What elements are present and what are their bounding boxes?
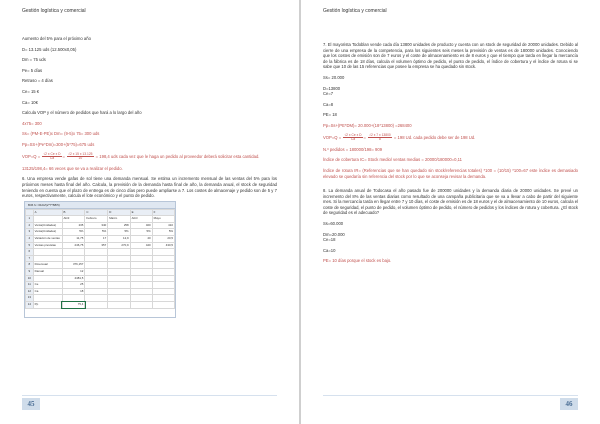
cell: 340 bbox=[85, 222, 108, 229]
cell: Mayo bbox=[152, 216, 174, 223]
table-row bbox=[26, 275, 175, 282]
page-header: Gestión logística y comercial bbox=[323, 8, 387, 14]
answer-line: Pp=SS+(Pe*Dm)=300+(5*75)=675 uds bbox=[22, 141, 95, 147]
vop-prefix: VOP=Q = bbox=[323, 134, 342, 140]
cell bbox=[152, 288, 174, 295]
cell bbox=[130, 282, 152, 289]
row-number: 13 bbox=[26, 295, 34, 302]
cell bbox=[108, 249, 130, 256]
cell: 20,5 bbox=[152, 236, 174, 243]
cell: Pp bbox=[33, 302, 62, 309]
cell bbox=[33, 295, 62, 302]
cell bbox=[62, 295, 85, 302]
row-number: 5 bbox=[26, 242, 34, 249]
column-header: C bbox=[85, 209, 108, 216]
cell: Ca bbox=[33, 288, 62, 295]
cell bbox=[130, 275, 152, 282]
cell: 20 bbox=[130, 236, 152, 243]
text-line: Ss= 20.000 bbox=[323, 74, 345, 80]
cell bbox=[85, 275, 108, 282]
cell bbox=[152, 269, 174, 276]
cell: 5% bbox=[62, 229, 85, 236]
cell: Abril bbox=[62, 216, 85, 223]
table-row bbox=[26, 295, 175, 302]
cell: 5% bbox=[130, 229, 152, 236]
answer-line: Índice de cobertura IC= Stock medio/ ventas medias = 20000/180000=0,11 bbox=[323, 157, 463, 163]
vop-denominator-values: 10 bbox=[78, 156, 83, 161]
table-row bbox=[26, 269, 175, 276]
spreadsheet-table bbox=[25, 209, 175, 309]
question-8: 8. La demanda anual de Todocasa el año pasado fue de 200000 unidades y la demanda diaria de 20000 unidades. Se prevé un incremento del 8% de las ventas diarias como resultado de una campaña publicitaria que se va a llevar a cabo de partir del siguiente mes. Si la mercancía tarda en llegar entre 7 y 10 días, el coste de emisión es de 18 euros y el de almacenamiento de 10 euros, calcula el coste de seguridad, el punto de pedido, el volumen óptimo de pedido, el número de pedidos y los índices de rotura y cobertura. ¿El stock de seguridad es el adecuado? bbox=[323, 188, 578, 216]
cell: Variación de ventas bbox=[33, 236, 62, 243]
text-line: Dm = 75 uds bbox=[22, 57, 46, 63]
column-header-row bbox=[26, 209, 175, 216]
cell: 357 bbox=[85, 242, 108, 249]
column-header: D bbox=[108, 209, 130, 216]
cell: 17 bbox=[85, 236, 108, 243]
text-line: Pe= 5 días bbox=[22, 67, 43, 73]
cell bbox=[152, 275, 174, 282]
row-number: 4 bbox=[26, 236, 34, 243]
cell: 5% bbox=[108, 229, 130, 236]
row-number: 8 bbox=[26, 262, 34, 269]
cell bbox=[85, 262, 108, 269]
answer-line: Pp=Ss+(PE*DM)= 20.000+(18*13800) =268400 bbox=[323, 122, 412, 128]
text-line: Dm=20.000 bbox=[323, 231, 345, 237]
text-line: Ce= 15 € bbox=[22, 88, 40, 94]
column-header: A bbox=[33, 209, 62, 216]
vop-fraction-values bbox=[67, 153, 93, 161]
right-page-body bbox=[323, 42, 578, 269]
page-footer bbox=[323, 395, 578, 412]
cell: 18 bbox=[62, 288, 85, 295]
table-row bbox=[26, 222, 175, 229]
cell bbox=[130, 255, 152, 262]
cell: 4481,5 bbox=[62, 275, 85, 282]
row-number: 11 bbox=[26, 282, 34, 289]
cell: 430,5 bbox=[152, 242, 174, 249]
cell bbox=[152, 249, 174, 256]
row-number: 3 bbox=[26, 229, 34, 236]
text-line: PE= 18 bbox=[323, 112, 337, 118]
right-page bbox=[301, 0, 600, 424]
cell bbox=[130, 302, 152, 309]
text-line: Aumento del 5% para el próximo año bbox=[22, 36, 91, 41]
page-footer bbox=[22, 395, 277, 412]
cell bbox=[33, 255, 62, 262]
formula-bar: B36 fx =RAIZ(2*7*B8/5) bbox=[25, 202, 175, 209]
answer-line: Ss= (PM-E-PE)x Dm= (9-5)x 75= 300 uds bbox=[22, 131, 100, 137]
text-line: Ce=7 bbox=[323, 91, 334, 97]
vop-formula: VOP=Q = $\frac{\text{√2 x Ce x D}}{Ca}$ = $\frac{√2 x 7 x 13800}{8}$ = 198 Ud. cada pedido debe ser de 198 Ud. bbox=[323, 132, 476, 142]
vop-formula: VOP=Q = $\frac{\text{√2 x Ce x D}}{Ca}$ = $\frac{√2 x 15 x 13.125}{10}$ = 198,4 uds cada vez que le haga un pedido al proveedor deberá solicitar esta cantidad. bbox=[22, 151, 260, 161]
table-row bbox=[26, 262, 175, 269]
vop-fraction bbox=[343, 134, 362, 142]
left-page bbox=[0, 0, 299, 424]
vop-numerator-values: √2 x 15 x 13.125 bbox=[68, 151, 93, 156]
cell bbox=[152, 282, 174, 289]
column-header: F bbox=[152, 209, 174, 216]
table-row bbox=[26, 236, 175, 243]
cell: Venta(Unidades) bbox=[33, 229, 62, 236]
row-number: 1 bbox=[26, 216, 34, 223]
text-line: Calcula VOP y el número de pedidos que hará a lo largo del año bbox=[22, 110, 142, 116]
spreadsheet-image bbox=[24, 201, 176, 318]
row-number: 7 bbox=[26, 255, 34, 262]
cell bbox=[130, 295, 152, 302]
cell: 11,75 bbox=[62, 236, 85, 243]
table-row bbox=[26, 249, 175, 256]
vop-denominator: Ca bbox=[350, 137, 356, 142]
table-row bbox=[26, 216, 175, 223]
table-row bbox=[26, 302, 175, 309]
cell bbox=[85, 295, 108, 302]
column-header: B bbox=[62, 209, 85, 216]
table-row bbox=[26, 255, 175, 262]
cell bbox=[85, 302, 108, 309]
selected-cell: 75,4 bbox=[62, 302, 85, 309]
cell: Marzo bbox=[108, 216, 130, 223]
cell bbox=[108, 295, 130, 302]
cell: 5% bbox=[152, 229, 174, 236]
cell: 420 bbox=[130, 242, 152, 249]
vop-numerator-values: √2 x 7 x 13800 bbox=[369, 132, 391, 137]
cell: 25 bbox=[62, 282, 85, 289]
cell: 376,157 bbox=[62, 262, 85, 269]
text-line: Ca=8 bbox=[323, 101, 334, 107]
page-number: 46 bbox=[560, 398, 578, 410]
vop-fraction-values bbox=[368, 134, 392, 142]
cell bbox=[85, 282, 108, 289]
cell: 12 bbox=[62, 269, 85, 276]
question-6: 6. Una empresa vende gafas de sol tiene una demanda mensual. Se estima un incremento mensual de las ventas del 5% para los próximos meses hasta final del año. Calcula, la previsión de la demanda hasta final de año, la demanda anual, el stock de seguridad teniendo en cuenta que el plazo de entrega es de cinco días pero puede ampliarse a 7. Los costes de almacenaje y pedido son de 5 y 7 euros, respectivamente, calcula el lote económico y el punto de pedido. bbox=[22, 176, 277, 199]
cell: 12,9 bbox=[108, 236, 130, 243]
cell bbox=[108, 288, 130, 295]
cell bbox=[130, 249, 152, 256]
cell: 235 bbox=[62, 222, 85, 229]
cell: 270,9 bbox=[108, 242, 130, 249]
cell bbox=[108, 282, 130, 289]
cell bbox=[108, 262, 130, 269]
cell bbox=[152, 255, 174, 262]
vop-result: = 198 Ud. cada pedido debe ser de 198 Ud. bbox=[393, 134, 476, 140]
table-row bbox=[26, 282, 175, 289]
cell bbox=[130, 269, 152, 276]
text-line: Ss=60.000 bbox=[323, 221, 344, 227]
cell bbox=[130, 288, 152, 295]
cell: Dmensual bbox=[33, 262, 62, 269]
cell: 246,75 bbox=[62, 242, 85, 249]
text-line: Ce=18 bbox=[323, 237, 336, 243]
vop-fraction bbox=[42, 153, 61, 161]
question-7: 7. El mayorista Todoblan vende cada día 13800 unidades de producto y cuenta con un stock de seguridad de 20000 unidades. Debido al cierre de una empresa de la competencia, para los siguientes seis meses la previsión de ventas es de 180000 unidades. Conociendo que los costes de emisión son de 7 euros y el coste de almacenamiento es de 8 euros y que el tiempo que tarda en llegar la mercancía de la fábrica es de 18 días, calcula el volumen óptimo de pedido, el punto de pedido, el índice de cobertura y el índice de rotura si se sabe que 10 de las 15 referencias que posee la empresa se ha quedado sin stock. bbox=[323, 42, 578, 70]
vop-denominator: Ca bbox=[49, 156, 55, 161]
table-row bbox=[26, 229, 175, 236]
cell bbox=[62, 255, 85, 262]
row-number: 14 bbox=[26, 302, 34, 309]
cell bbox=[85, 269, 108, 276]
text-line: Ca=10 bbox=[323, 247, 336, 253]
row-number: 2 bbox=[26, 222, 34, 229]
text-line: Ca= 10€ bbox=[22, 99, 38, 105]
cell bbox=[108, 255, 130, 262]
cell: Ce bbox=[33, 282, 62, 289]
cell: Danual bbox=[33, 269, 62, 276]
cell: Ventas previstas bbox=[33, 242, 62, 249]
cell: Abril bbox=[130, 216, 152, 223]
cell bbox=[33, 275, 62, 282]
column-header: E bbox=[130, 209, 152, 216]
vop-result: = 198,4 uds cada vez que le haga un pedido al proveedor deberá solicitar esta cantidad. bbox=[95, 153, 260, 159]
table-row bbox=[26, 288, 175, 295]
cell: 258 bbox=[108, 222, 130, 229]
answer-line: 4x75= 300 bbox=[22, 120, 42, 126]
row-number: 10 bbox=[26, 275, 34, 282]
cell bbox=[33, 249, 62, 256]
answer-line: N.º pedidos = 180000/198= 909 bbox=[323, 146, 383, 152]
vop-numerator: √2 x Ce x D bbox=[344, 132, 362, 137]
cell bbox=[108, 302, 130, 309]
cell bbox=[108, 275, 130, 282]
cell bbox=[130, 262, 152, 269]
cell bbox=[152, 295, 174, 302]
row-number: 12 bbox=[26, 288, 34, 295]
left-page-body bbox=[22, 36, 277, 318]
cell bbox=[62, 249, 85, 256]
text-line: D=13800 bbox=[323, 85, 341, 91]
page-number: 45 bbox=[22, 398, 40, 410]
text-line: Retraso = 4 días bbox=[22, 78, 53, 84]
cell: 5% bbox=[85, 229, 108, 236]
corner-cell bbox=[26, 209, 34, 216]
cell bbox=[85, 249, 108, 256]
table-row bbox=[26, 242, 175, 249]
cell: 410 bbox=[152, 222, 174, 229]
page-header: Gestión logística y comercial bbox=[22, 8, 86, 14]
text-line: D= 13.125 uds (12.500x0,05) bbox=[22, 46, 77, 52]
cell: 400 bbox=[130, 222, 152, 229]
cell bbox=[85, 255, 108, 262]
cell bbox=[85, 288, 108, 295]
cell bbox=[152, 302, 174, 309]
answer-line: 13125/198,4= 66 veces que se va a realizar el pedido. bbox=[22, 165, 123, 171]
answer-line: PE= 10 días porque el stock es bajo. bbox=[323, 258, 392, 264]
cell bbox=[152, 262, 174, 269]
cell bbox=[108, 269, 130, 276]
cell bbox=[33, 216, 62, 223]
answer-line: Índice de rotura IR= (Referencias que se han quedado sin stock/referencias totales) *100 = (10/15) *100=67 este índice es demasiado elevado se quedaría sin referencia del stock por lo que se aconseja revisar la demanda. bbox=[323, 167, 578, 179]
vop-numerator: √2 x Ce x D bbox=[43, 151, 61, 156]
row-number: 9 bbox=[26, 269, 34, 276]
cell: Venta(Unidades) bbox=[33, 222, 62, 229]
row-number: 6 bbox=[26, 249, 34, 256]
vop-prefix: VOP=Q = bbox=[22, 153, 41, 159]
vop-denominator-values: 8 bbox=[379, 137, 381, 142]
cell: Febrero bbox=[85, 216, 108, 223]
